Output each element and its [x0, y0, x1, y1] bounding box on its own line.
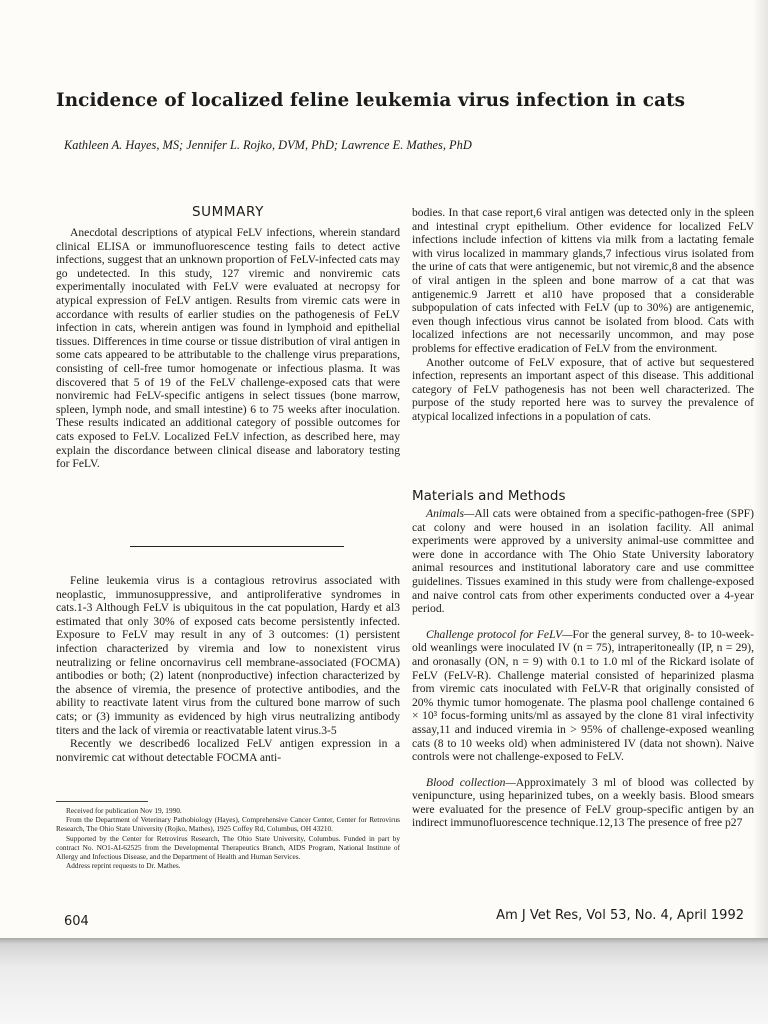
purpose-paragraph: Another outcome of FeLV exposure, that of active but sequestered infection, represents an important aspect of this disease. This additional category of FeLV pathogenesis has not been well characterized. The purpose of the study reported here was to survey the prevalence of atypical localized infections in a population of cats. [412, 355, 754, 423]
article-title: Incidence of localized feline leukemia virus infection in cats [56, 90, 686, 111]
challenge-text: For the general survey, 8- to 10-week-old weanlings were inoculated IV (n = 75), intraperitoneally (IP, n = 29), and oronasally (ON, n = 9) with 0.1 to 1.0 ml of the Rickard isolate of FeLV (FeLV-R). Challenge material consisted of heparinized plasma from viremic cats inoculated with FeLV-R that originally consisted of 20% thymic tumor homogenate. The plasma pool challenge contained 6 × 10³ focus-forming units/ml as assayed by the clone 81 viral infectivity assay,11 and induced viremia in > 95% of challenge-exposed weanling cats (8 to 10 weeks old) when administered IV (data not shown). Naive controls were not challenge-exposed to FeLV. [412, 627, 755, 764]
blood-text: Approximately 3 ml of blood was collected by venipuncture, using heparinized tubes, on a weekly basis. Blood smears were evaluated for the presence of FeLV group-specific antigen by an indirect immunofluorescence technique.12,13 The presence of free p27 [412, 775, 754, 830]
page-number: 604 [64, 914, 89, 929]
footnote: Supported by the Center for Retrovirus Research, The Ohio State University, Columbus. Funded in part by contract No. NO1-AI-62525 from the Developmental Therapeutics Branch, AIDS Program, National Institute of Allergy and Infectious Disease, and the Department of Health and Human Services. [56, 833, 400, 862]
footnote: Received for publication Nov 19, 1990. [66, 806, 182, 815]
intro-paragraph-1: Feline leukemia virus is a contagious retrovirus associated with neoplastic, immunosuppressive, and antiproliferative syndromes in cats.1-3 Although FeLV is ubiquitous in the cat population, Hardy et al3 estimated that only 30% of exposed cats become persistently infected. Exposure to FeLV may result in any of 3 outcomes: (1) persistent infection characterized by viremia and low to nonexistent virus neutralizing or feline oncornavirus cell membrane-associated (FOCMA) antibodies or both; (2) latent (nonproductive) infection characterized by the absence of viremia, the presence of protective antibodies, and the ability to reactivate latent virus from the cultured bone marrow of such cats; or (3) immunity as evidenced by high virus neutralizing antibody titers and the lack of viremia or reactivatable latent virus.3-5 [56, 574, 400, 737]
challenge-paragraph [412, 628, 754, 764]
animals-text: All cats were obtained from a specific-pathogen-free (SPF) cat colony and were housed in an isolation facility. All animal experiments were approved by a university animal-use committee and were done in accordance with The Ohio State University laboratory animal resources and institutional laboratory care and use committee guidelines. Tissues examined in this study were from challenge-exposed and naive control cats from other experiments conducted over a 4-year period. [412, 507, 754, 616]
summary-paragraph: Anecdotal descriptions of atypical FeLV infections, wherein standard clinical ELISA or immunofluorescence testing fails to detect active infections, suggest that an unknown proportion of FeLV-infected cats may go undetected. In this study, 127 viremic and nonviremic cats experimentally inoculated with FeLV were evaluated at necropsy for atypical expression of FeLV antigen. Results from viremic cats were in accordance with results of earlier studies on the pathogenesis of FeLV infection in cats, wherein antigen was found in lymphoid and epithelial tissues. Differences in time course or tissue distribution of viral antigen in some cats appeared to be attributable to the challenge virus preparations, consisting of cell-free tumor homogenate or infectious plasma. It was discovered that 5 of 19 of the FeLV challenge-exposed cats that were nonviremic had FeLV-specific antigens in select tissues (bone marrow, spleen, lymph node, and small intestine) 6 to 75 weeks after inoculation. These results indicated an additional category of possible outcomes for cats exposed to FeLV. Localized FeLV infection, as described here, may explain the discordance between clinical disease and laboratory testing for FeLV. [56, 226, 400, 471]
animals-runin: Animals— [426, 507, 475, 520]
footnote: From the Department of Veterinary Pathobiology (Hayes), Comprehensive Cancer Center, Center for Retrovirus Research, The Ohio State University (Rojko, Mathes), 1925 Coffey Rd, Columbus, OH 43210. [56, 815, 400, 834]
challenge-runin: Challenge protocol for FeLV— [426, 627, 573, 641]
footnote-rule [56, 801, 148, 802]
section-divider [130, 546, 344, 547]
footnote: Address reprint requests to Dr. Mathes. [66, 861, 181, 871]
animals-paragraph [412, 507, 754, 616]
scan-bottom-band [0, 938, 768, 1024]
page-edge-shadow [754, 0, 768, 1024]
methods-heading: Materials and Methods [412, 488, 566, 504]
intro-block [56, 574, 400, 764]
methods-block [412, 507, 754, 830]
blood-runin: Blood collection— [426, 775, 516, 789]
footnotes [56, 806, 400, 870]
blood-paragraph [412, 776, 754, 830]
continued-paragraph: bodies. In that case report,6 viral antigen was detected only in the spleen and intestinal crypt epithelium. Other evidence for localized FeLV infections include infection of kittens via milk from a lactating female with virus localized in mammary glands,7 infectious virus isolated from the urine of cats that were antigenemic, but not viremic,8 and the absence of viral antigen in the spleen and bone marrow of a cat that was antigenemic.9 Jarrett et al10 have proposed that a considerable subpopulation of cats infected with FeLV (up to 30%) are antigenemic, even though infectious virus cannot be isolated from blood. Cats with localized infections are not necessarily uncommon, and may pose problems for effective eradication of FeLV from the environment. [412, 206, 754, 355]
intro-paragraph-2: Recently we described6 localized FeLV antigen expression in a nonviremic cat without detectable FOCMA anti- [56, 737, 400, 764]
journal-citation: Am J Vet Res, Vol 53, No. 4, April 1992 [496, 908, 744, 923]
author-list: Kathleen A. Hayes, MS; Jennifer L. Rojko, DVM, PhD; Lawrence E. Mathes, PhD [64, 138, 472, 152]
summary-heading: SUMMARY [192, 204, 264, 220]
right-column-top [412, 206, 754, 424]
summary-block [56, 226, 400, 471]
